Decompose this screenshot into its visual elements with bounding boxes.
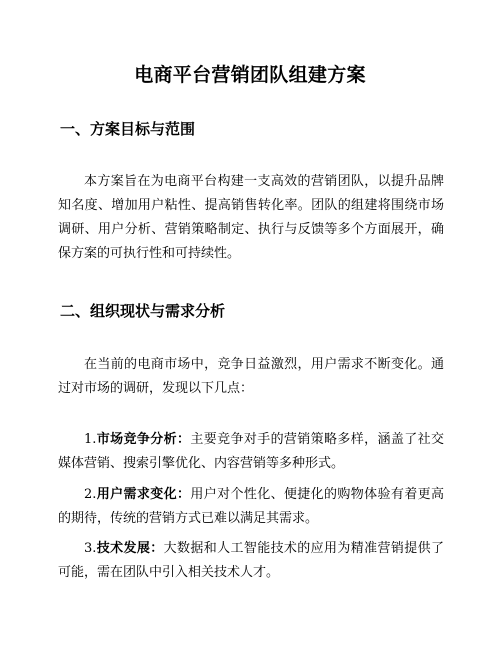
list-item xyxy=(58,483,444,531)
section-paragraph-analysis: 在当前的电商市场中，竞争日益激烈，用户需求不断变化。通过对市场的调研，发现以下几点： xyxy=(58,357,444,396)
list-item-label: 技术发展： xyxy=(96,541,164,556)
list-item-label: 用户需求变化： xyxy=(96,487,191,502)
document-title: 电商平台营销团队组建方案 xyxy=(134,64,366,86)
list-item xyxy=(58,428,444,476)
list-item-number: 2. xyxy=(84,487,97,502)
list-item-label: 市场竞争分析： xyxy=(96,432,191,447)
list-item-text: 用户对个性化、便捷化的购物体验有着更高的期待，传统的营销方式已难以满足其需求。 xyxy=(58,487,444,526)
list-item xyxy=(58,537,444,585)
list-item-text: 大数据和人工智能技术的应用为精准营销提供了可能，需在团队中引入相关技术人才。 xyxy=(58,541,444,580)
list-item-text: 主要竞争对手的营销策略多样，涵盖了社交媒体营销、搜索引擎优化、内容营销等多种形式。 xyxy=(58,432,444,471)
section-paragraph-goals: 本方案旨在为电商平台构建一支高效的营销团队，以提升品牌知名度、增加用户粘性、提高销售转化率。团队的组建将围绕市场调研、用户分析、营销策略制定、执行与反馈等多个方面展开，确保方案的可执行性和可持续性。 xyxy=(58,174,444,261)
list-item-number: 3. xyxy=(84,541,97,556)
section-heading-goals: 一、方案目标与范围 xyxy=(60,120,196,138)
list-item-number: 1. xyxy=(84,432,97,447)
section-heading-analysis: 二、组织现状与需求分析 xyxy=(60,302,226,320)
